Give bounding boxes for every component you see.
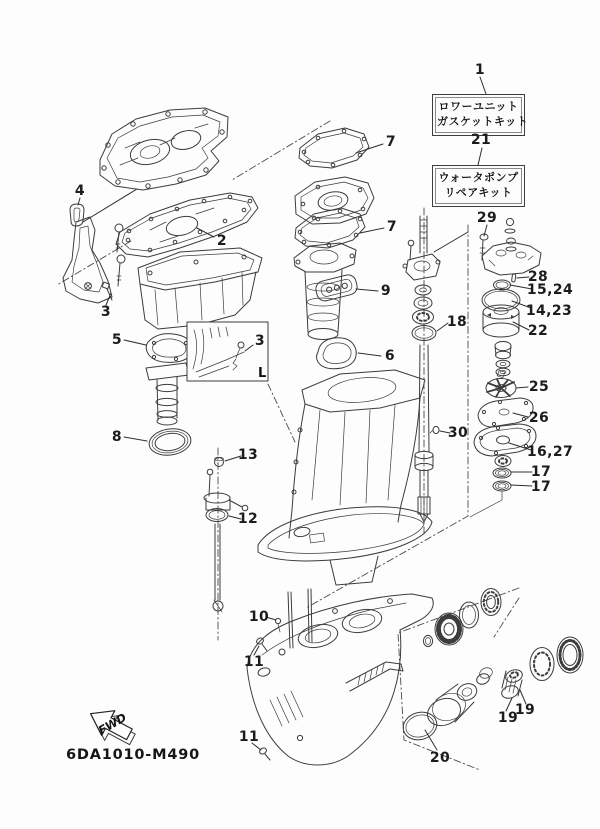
- bolt-30-drawing: [430, 426, 439, 433]
- callout-7: 7: [385, 134, 397, 150]
- gasket-2-drawing: [116, 193, 258, 257]
- lower-gearcase-drawing: [247, 589, 433, 765]
- callout-17: 17: [530, 479, 552, 495]
- kit-label-line: ガスケットキット: [437, 114, 529, 128]
- callout-21: 21: [470, 132, 492, 148]
- callout-3: 3: [100, 304, 112, 320]
- kit-label-line: ウォータポンプ: [438, 171, 519, 184]
- gearcase-screws-drawing: [255, 618, 280, 760]
- seal-8-drawing: [147, 426, 192, 458]
- upper-case-top-drawing: [138, 248, 262, 329]
- callout-17: 17: [530, 464, 552, 480]
- upper-casing-drawing: [258, 370, 432, 585]
- callout-4: 4: [74, 183, 86, 199]
- callout-8: 8: [111, 429, 123, 445]
- kit-label-lower-unit-gasket-kit: [432, 94, 529, 136]
- kit-label-line: ロワーユニット: [438, 100, 519, 113]
- driveshaft-sleeve-drawing: [146, 363, 189, 425]
- detail-inset-box: [187, 322, 268, 381]
- callout-3: 3: [254, 333, 266, 349]
- bearing-carrier-group-drawing: [400, 589, 583, 744]
- kit-label-water-pump-repair-kit: [432, 165, 525, 207]
- kit-label-line: リペアキット: [444, 185, 513, 199]
- callout-5: 5: [111, 332, 123, 348]
- callout-2: 2: [216, 233, 228, 249]
- callout-28: 28: [527, 269, 549, 285]
- fwd-arrow-label: FWD: [95, 710, 129, 738]
- callout-1: 1: [474, 62, 486, 78]
- driveshaft-drawing: [415, 208, 433, 535]
- grommet-4-drawing: [70, 204, 84, 226]
- callout-18: 18: [446, 314, 468, 330]
- callout-19: 19: [514, 702, 536, 718]
- callout-11: 11: [243, 654, 265, 670]
- callout-29: 29: [476, 210, 498, 226]
- callout-15-24: 15,24: [526, 282, 574, 298]
- callout-6: 6: [384, 348, 396, 364]
- gasket-5-drawing: [146, 334, 192, 363]
- gasket-7-lower-drawing: [295, 208, 365, 248]
- detail-view-letter: L: [258, 366, 267, 381]
- callout-25: 25: [528, 379, 550, 395]
- shift-rod-drawing: [204, 448, 248, 640]
- callout-10: 10: [248, 609, 270, 625]
- callout-14-23: 14,23: [525, 303, 573, 319]
- oil-pan-drawing: [83, 108, 228, 222]
- exhaust-plate-drawing: [295, 177, 374, 224]
- seal-6-drawing: [317, 338, 357, 369]
- callout-26: 26: [528, 410, 550, 426]
- callout-19: 19: [497, 710, 519, 726]
- callout-11: 11: [238, 729, 260, 745]
- gasket-7-upper-drawing: [299, 128, 369, 168]
- fwd-arrow: [84, 701, 139, 751]
- mount-bracket-drawing: [63, 217, 125, 303]
- callout-22: 22: [527, 323, 549, 339]
- oil-seal-housing-drawing: [403, 240, 440, 340]
- callout-13: 13: [237, 447, 259, 463]
- callout-9: 9: [380, 283, 392, 299]
- screws-3-drawing: [85, 282, 112, 300]
- callout-16-27: 16,27: [526, 444, 574, 460]
- callout-20: 20: [429, 750, 451, 766]
- bracket-lines: [57, 121, 519, 770]
- callout-30: 30: [447, 425, 469, 441]
- callout-12: 12: [237, 511, 259, 527]
- drawing-code: 6DA1010-M490: [66, 747, 201, 763]
- callout-7: 7: [386, 219, 398, 235]
